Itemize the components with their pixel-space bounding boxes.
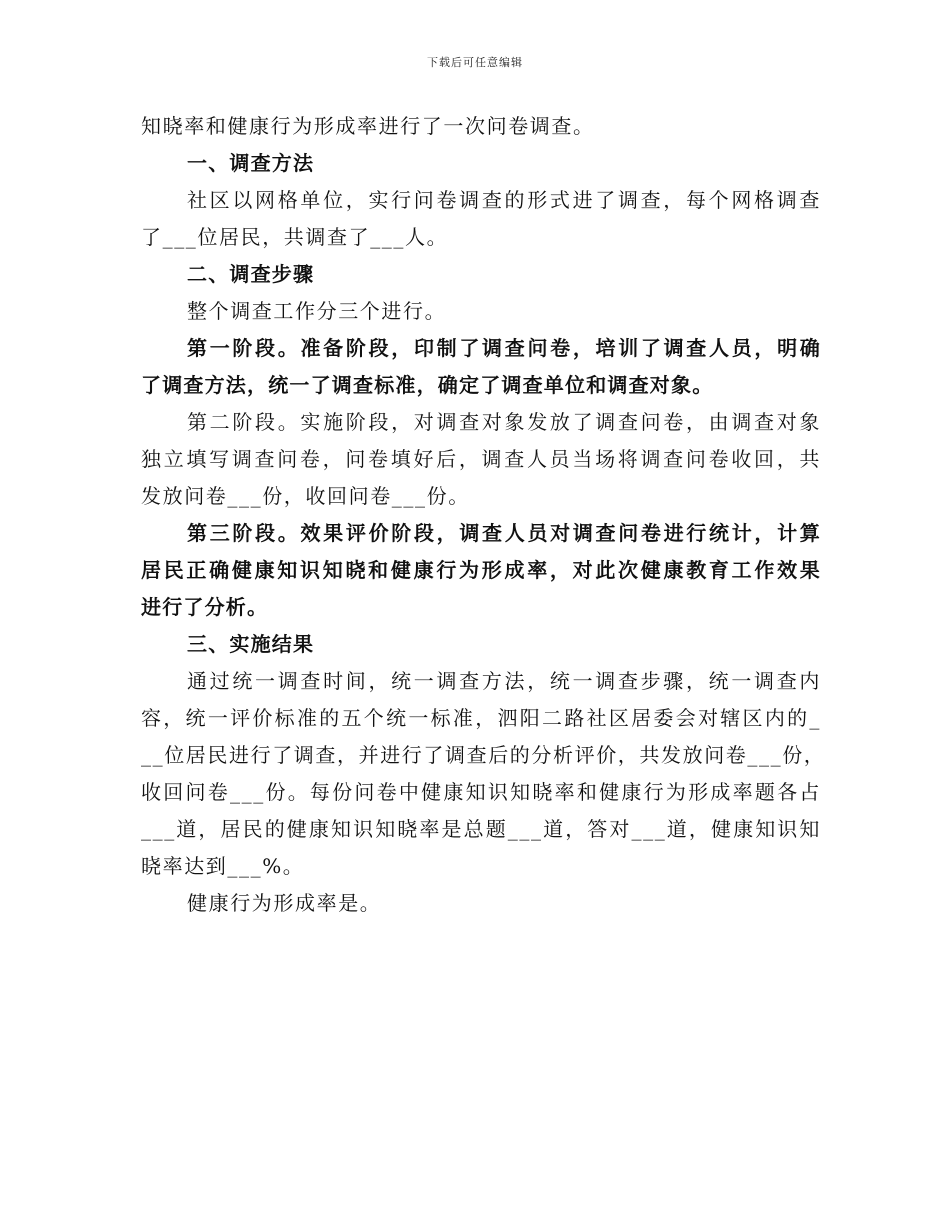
paragraph-line: 知晓率和健康行为形成率进行了一次问卷调查。 bbox=[141, 114, 595, 138]
stage-two-line: 发放问卷___份，收回问卷___份。 bbox=[141, 484, 470, 508]
paragraph-line: 收回问卷___份。每份问卷中健康知识知晓率和健康行为形成率题各占 bbox=[141, 780, 821, 804]
stage-two-line: 独立填写调查问卷，问卷填好后，调查人员当场将调查问卷收回，共 bbox=[141, 447, 821, 471]
stage-one-line: 第一阶段。准备阶段，印制了调查问卷，培训了调查人员，明确 bbox=[187, 336, 821, 360]
stage-three-line: 第三阶段。效果评价阶段，调查人员对调查问卷进行统计，计算 bbox=[187, 521, 821, 545]
paragraph-line: 社区以网格单位，实行问卷调查的形式进了调查，每个网格调查 bbox=[187, 188, 821, 212]
paragraph-line: 容，统一评价标准的五个统一标准，泗阳二路社区居委会对辖区内的_ bbox=[141, 706, 821, 730]
section-heading-method: 一、调查方法 bbox=[187, 151, 315, 175]
paragraph-line: ___道，居民的健康知识知晓率是总题___道，答对___道，健康知识知 bbox=[141, 817, 821, 841]
stage-three-line: 居民正确健康知识知晓和健康行为形成率，对此次健康教育工作效果 bbox=[141, 558, 821, 582]
document-body bbox=[141, 108, 826, 922]
paragraph-line: 晓率达到___%。 bbox=[141, 854, 305, 878]
stage-three-line: 进行了分析。 bbox=[141, 595, 269, 619]
paragraph-line: 整个调查工作分三个进行。 bbox=[187, 299, 447, 323]
paragraph-line: 健康行为形成率是。 bbox=[187, 891, 382, 915]
stage-one-line: 了调查方法，统一了调查标准，确定了调查单位和调查对象。 bbox=[141, 373, 714, 397]
paragraph-line: __位居民进行了调查，并进行了调查后的分析评价，共发放问卷___份， bbox=[141, 743, 826, 767]
paragraph-line: 通过统一调查时间，统一调查方法，统一调查步骤，统一调查内 bbox=[187, 669, 821, 693]
section-heading-steps: 二、调查步骤 bbox=[187, 262, 315, 286]
header-note: 下载后可任意编辑 bbox=[427, 56, 523, 69]
section-heading-results: 三、实施结果 bbox=[187, 632, 315, 656]
paragraph-line: 了___位居民，共调查了___人。 bbox=[141, 225, 449, 249]
stage-two-line: 第二阶段。实施阶段，对调查对象发放了调查问卷，由调查对象 bbox=[187, 410, 821, 434]
